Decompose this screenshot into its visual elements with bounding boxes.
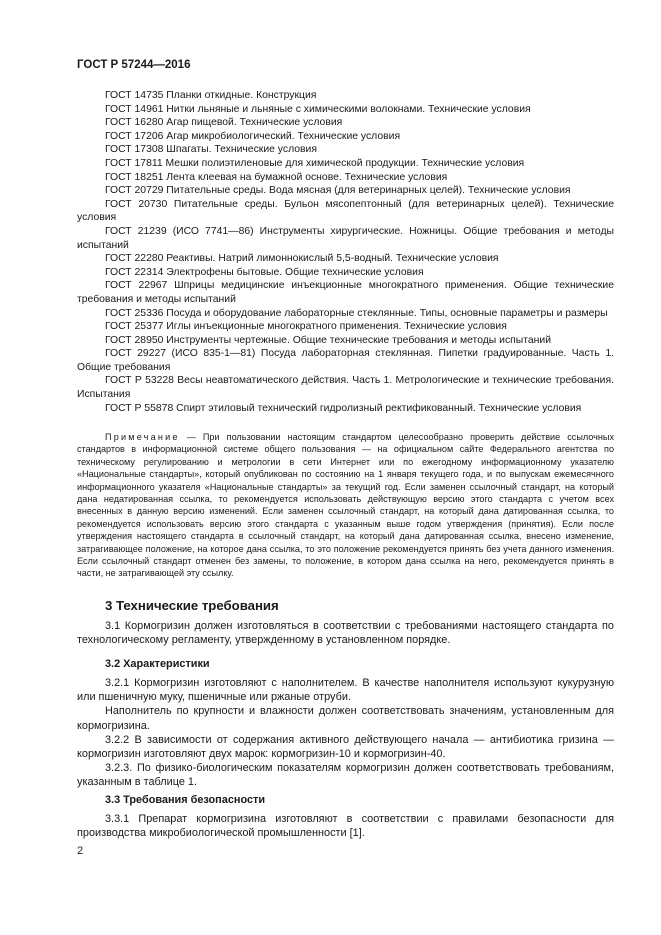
reference-item: ГОСТ 14735 Планки откидные. Конструкция (105, 90, 317, 101)
reference-item: ГОСТ 25377 Иглы инъекционные многократного применения. Технические условия (105, 321, 507, 333)
reference-item: ГОСТ 18251 Лента клеевая на бумажной основе. Технические условия (105, 171, 448, 183)
reference-item: ГОСТ 22967 Шприцы медицинские инъекционные многократного применения. Общие технические требования и методы испытаний (77, 280, 614, 305)
paragraph-3-2-1: 3.2.1 Кормогризин изготовляют с наполнителем. В качестве наполнителя используют кукурузную или пшеничную муку, пшеничные или ржаные отруби. (77, 677, 614, 704)
section-title: 3 Технические требования (105, 598, 279, 613)
paragraph-3-2-3: 3.2.3. По физико-биологическим показателям кормогризин должен соответствовать требованиям, указанным в таблице 1. (77, 762, 614, 789)
reference-item: ГОСТ 22314 Электрофены бытовые. Общие технические условия (105, 266, 424, 278)
reference-item: ГОСТ 22280 Реактивы. Натрий лимоннокислый 5,5-водный. Технические условия (105, 253, 499, 265)
reference-item: ГОСТ 16280 Агар пищевой. Технические условия (105, 117, 343, 129)
subsection-title-safety: 3.3 Требования безопасности (105, 794, 266, 806)
paragraph-3-3-1 (77, 812, 614, 840)
reference-item: ГОСТ 20730 Питательные среды. Бульон мясопептонный (для ветеринарных целей). Технические условия (77, 198, 614, 224)
characteristics-paragraphs (77, 676, 614, 790)
reference-item: ГОСТ Р 53228 Весы неавтоматического действия. Часть 1. Метрологические и технические требования. Испытания (77, 375, 614, 401)
reference-item: ГОСТ 29227 (ИСО 835-1—81) Посуда лабораторная стеклянная. Пипетки градуированные. Часть 1. Общие требования (77, 348, 614, 373)
page-number: 2 (77, 845, 84, 857)
reference-item: ГОСТ 17308 Шпагаты. Технические условия (105, 144, 317, 156)
paragraph-text: 3.1 Кормогризин должен изготовляться в соответствии с требованиями настоящего стандарта по технологическому регламенту, утвержденному в установленном порядке. (77, 620, 614, 647)
paragraph-3-1 (77, 619, 614, 647)
note-text: — При пользовании настоящим стандартом целесообразно проверить действие ссылочных стандартов в информационной системе общего пользования — на официальном сайте Федерального агентства по техническому регулированию и метрологии в сети Интернет или по ежегодному информационному указателю «Национальные стандарты», который опубликован по состоянию на 1 января текущего года, и по выпускам ежемесячного информационного указателя «Национальные стандарты» за текущий год. Если заменен ссылочный стандарт, на который дана недатированная ссылка, то рекомендуется использовать действующую версию этого стандарта с учетом всех внесенных в данную версию изменений. Если заменен ссылочный стандарт, на который дана датированная ссылка, то рекомендуется использовать версию этого стандарта с указанным выше годом утверждения (принятия). Если после утверждения настоящего стандарта в ссылочный стандарт, на который дана датированная ссылка, внесено изменение, затрагивающее положение, на которое дана ссылка, то это положение рекомендуется принять без учета данного изменения. Если ссылочный стандарт отменен без замены, то положение, в котором дана ссылка на него, рекомендуется принять в части, не затрагивающей эту ссылку. (77, 432, 614, 579)
reference-item: ГОСТ 14961 Нитки льняные и льняные с химическими волокнами. Технические условия (105, 103, 531, 115)
reference-item: ГОСТ 17206 Агар микробиологический. Технические условия (105, 130, 401, 142)
reference-item: ГОСТ 25336 Посуда и оборудование лабораторные стеклянные. Типы, основные параметры и размеры (105, 307, 608, 319)
reference-item: ГОСТ Р 55878 Спирт этиловый технический гидролизный ректификованный. Технические условия (105, 402, 582, 414)
paragraph-filler: Наполнитель по крупности и влажности должен соответствовать значениям, установленным для кормогризина. (77, 705, 614, 732)
subsection-title-characteristics: 3.2 Характеристики (105, 658, 210, 670)
reference-item: ГОСТ 20729 Питательные среды. Вода мясная (для ветеринарных целей). Технические условия (105, 185, 571, 197)
normative-references-list (77, 89, 614, 415)
paragraph-text: 3.3.1 Препарат кормогризина изготовляют в соответствии с правилами безопасности для производства микробиологической промышленности [1]. (77, 813, 614, 840)
note-label: Примечание (105, 432, 180, 442)
paragraph-3-2-2: 3.2.2 В зависимости от содержания активного действующего начала — антибиотика гризина — кормогризин изготовляют двух марок: кормогризин-10 и кормогризин-40. (77, 733, 614, 761)
document-header: ГОСТ Р 57244—2016 (77, 59, 191, 71)
reference-item: ГОСТ 21239 (ИСО 7741—86) Инструменты хирургические. Ножницы. Общие требования и методы испытаний (77, 225, 614, 251)
reference-item: ГОСТ 28950 Инструменты чертежные. Общие технические требования и методы испытаний (105, 334, 552, 346)
reference-item: ГОСТ 17811 Мешки полиэтиленовые для химической продукции. Технические условия (105, 157, 525, 169)
note-block (77, 431, 614, 580)
